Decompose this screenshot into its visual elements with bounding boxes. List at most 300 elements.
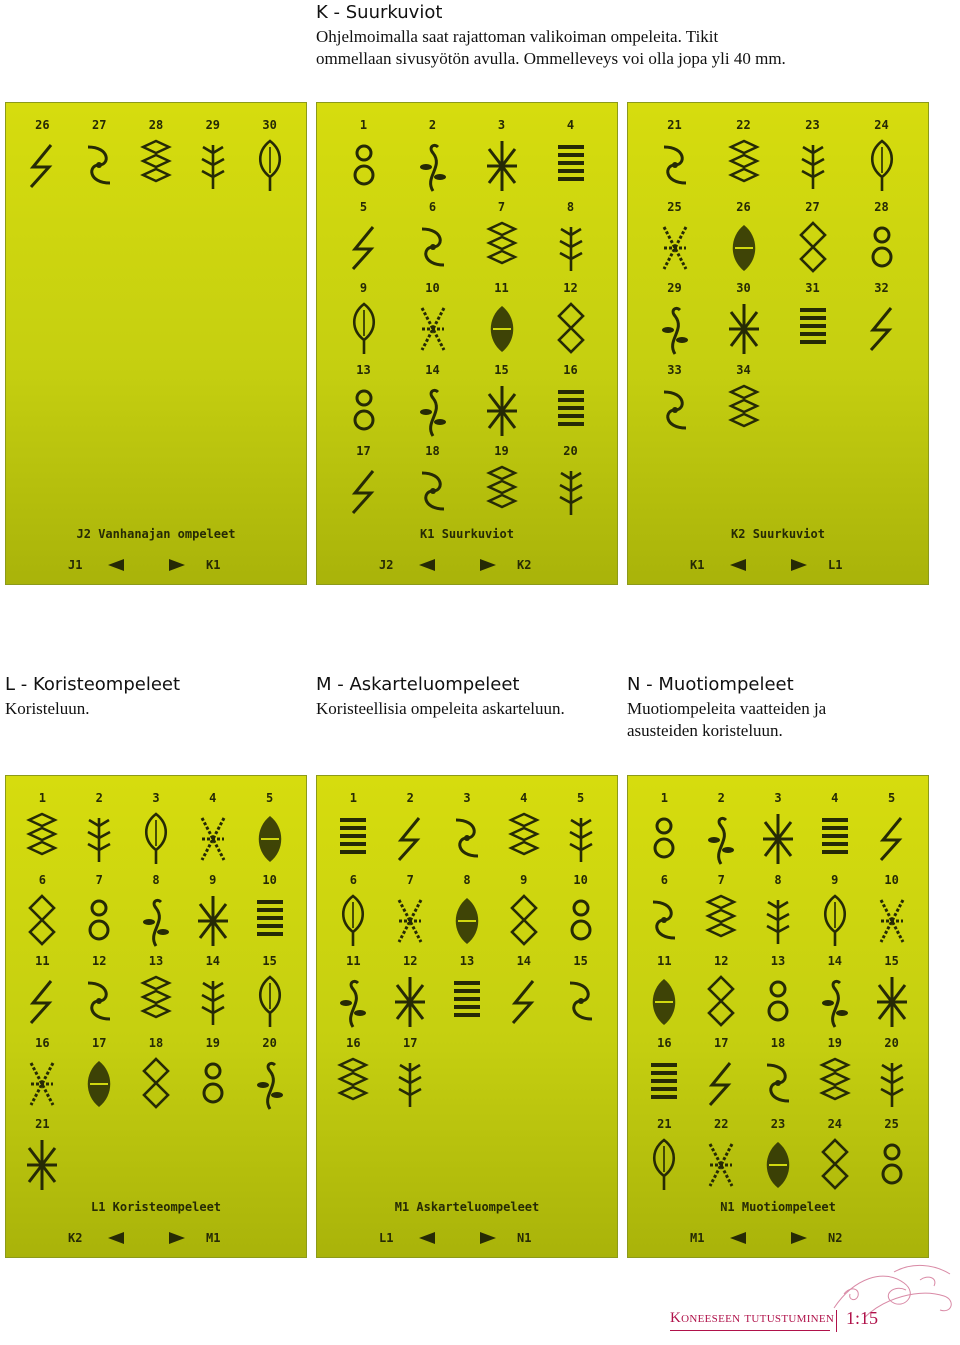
arrow-left-icon[interactable] [108, 559, 124, 571]
stitch-cell[interactable] [863, 872, 920, 954]
section-k-header [316, 2, 936, 70]
stitch-pattern-icon [80, 1055, 118, 1113]
stitch-pattern-icon [816, 1136, 854, 1194]
section-title: K - Suurkuviot [316, 2, 443, 23]
stitch-cell[interactable] [325, 872, 382, 954]
stitch-cell[interactable] [325, 790, 382, 872]
stitch-number: 28 [148, 118, 164, 132]
stitch-number: 33 [667, 362, 682, 377]
stitch-cell[interactable] [806, 953, 863, 1035]
stitch-number: 4 [831, 791, 839, 805]
stitch-cell[interactable] [778, 280, 847, 362]
menu-name: K2 Suurkuviot [731, 527, 825, 541]
stitch-cell[interactable] [329, 362, 398, 444]
stitch-number: 10 [262, 872, 277, 887]
stitch-cell[interactable] [863, 953, 920, 1035]
stitch-cell[interactable] [636, 1116, 693, 1198]
stitch-cell[interactable] [14, 953, 71, 1035]
stitch-pattern-icon [873, 810, 911, 868]
stitch-number: 19 [494, 444, 509, 458]
stitch-pattern-icon [448, 810, 486, 868]
screen-j2 [5, 102, 307, 585]
stitch-cell[interactable] [709, 362, 778, 444]
nav-bar [317, 556, 617, 574]
stitch-number: 24 [827, 1117, 843, 1131]
stitch-grid [640, 117, 916, 443]
section-title: M - Askarteluompeleet [316, 674, 520, 695]
stitch-pattern-icon [414, 300, 452, 358]
stitch-number: 11 [657, 954, 672, 968]
stitch-cell[interactable] [71, 1035, 128, 1117]
stitch-number: 18 [425, 444, 440, 458]
stitch-cell[interactable] [128, 790, 185, 872]
nav-next-label[interactable]: M1 [206, 1231, 221, 1245]
stitch-cell[interactable] [693, 953, 750, 1035]
nav-prev-label[interactable]: K1 [690, 558, 705, 572]
stitch-number: 6 [428, 199, 437, 214]
stitch-pattern-icon [656, 300, 694, 358]
stitch-pattern-icon [873, 1136, 911, 1194]
stitch-pattern-icon [23, 973, 61, 1031]
stitch-cell[interactable] [847, 117, 916, 199]
stitch-number: 1 [359, 118, 368, 132]
stitch-pattern-icon [137, 973, 175, 1031]
stitch-number: 28 [874, 199, 889, 214]
stitch-number: 14 [205, 954, 221, 968]
nav-prev-label[interactable]: L1 [379, 1231, 394, 1245]
menu-name: L1 Koristeompeleet [90, 1200, 222, 1214]
stitch-pattern-icon [194, 973, 232, 1031]
stitch-cell[interactable] [14, 790, 71, 872]
stitch-cell[interactable] [128, 1035, 185, 1117]
stitch-cell[interactable] [382, 872, 439, 954]
stitch-number: 3 [774, 791, 782, 805]
stitch-number: 8 [152, 872, 160, 887]
stitch-number: 13 [770, 954, 786, 968]
stitch-number: 8 [463, 872, 471, 887]
stitch-number: 12 [91, 954, 107, 968]
stitch-pattern-icon [23, 892, 61, 950]
nav-next-label[interactable]: K2 [517, 558, 532, 572]
stitch-pattern-icon [873, 1055, 911, 1113]
arrow-right-icon[interactable] [791, 1232, 807, 1244]
stitch-pattern-icon [23, 1136, 61, 1194]
stitch-cell[interactable] [806, 1116, 863, 1198]
nav-bar [6, 556, 306, 574]
stitch-pattern-icon [80, 810, 118, 868]
stitch-number: 6 [38, 872, 47, 887]
stitch-pattern-icon [645, 892, 683, 950]
nav-prev-label[interactable]: J1 [68, 558, 83, 572]
stitch-cell[interactable] [778, 117, 847, 199]
stitch-number: 25 [884, 1117, 899, 1131]
stitch-cell[interactable] [750, 1035, 807, 1117]
arrow-left-icon[interactable] [419, 1232, 435, 1244]
stitch-pattern-icon [194, 810, 232, 868]
stitch-pattern-icon [656, 219, 694, 277]
stitch-cell[interactable] [552, 953, 609, 1035]
stitch-cell[interactable] [325, 1035, 382, 1117]
nav-next-label[interactable]: N1 [517, 1231, 532, 1245]
stitch-cell[interactable] [693, 872, 750, 954]
stitch-cell[interactable] [536, 443, 605, 525]
arrow-left-icon[interactable] [108, 1232, 124, 1244]
stitch-number: 17 [713, 1035, 729, 1050]
stitch-cell[interactable] [184, 790, 241, 872]
arrow-right-icon[interactable] [169, 1232, 185, 1244]
stitch-pattern-icon [483, 219, 521, 277]
stitch-number: 14 [827, 954, 843, 968]
stitch-cell[interactable] [71, 790, 128, 872]
stitch-cell[interactable] [467, 443, 536, 525]
stitch-pattern-icon [873, 892, 911, 950]
arrow-right-icon[interactable] [791, 559, 807, 571]
stitch-number: 20 [262, 1035, 277, 1050]
stitch-pattern-icon [759, 973, 797, 1031]
stitch-cell[interactable] [640, 117, 709, 199]
stitch-number: 13 [356, 362, 371, 377]
stitch-number: 16 [346, 1035, 361, 1050]
stitch-cell[interactable] [439, 872, 496, 954]
stitch-number: 15 [494, 362, 509, 377]
screen-k1 [316, 102, 618, 585]
stitch-pattern-icon [759, 810, 797, 868]
stitch-pattern-icon [80, 137, 118, 195]
stitch-number: 4 [566, 118, 575, 132]
stitch-number: 3 [152, 791, 160, 805]
stitch-cell[interactable] [536, 280, 605, 362]
stitch-cell[interactable] [640, 362, 709, 444]
stitch-pattern-icon [863, 137, 901, 195]
stitch-pattern-icon [552, 137, 590, 195]
stitch-cell[interactable] [467, 362, 536, 444]
stitch-number: 29 [667, 281, 682, 295]
stitch-pattern-icon [552, 219, 590, 277]
stitch-cell[interactable] [636, 953, 693, 1035]
stitch-number: 14 [425, 362, 440, 377]
stitch-pattern-icon [23, 137, 61, 195]
menu-name: N1 Muotiompeleet [720, 1200, 836, 1214]
footer-separator [836, 1310, 837, 1332]
section-n-header [627, 674, 927, 742]
section-l-header [5, 674, 305, 720]
arrow-left-icon[interactable] [419, 559, 435, 571]
stitch-cell[interactable] [552, 872, 609, 954]
stitch-number: 9 [520, 872, 528, 887]
stitch-pattern-icon [702, 973, 740, 1031]
stitch-number: 5 [887, 791, 896, 805]
stitch-number: 1 [349, 791, 358, 805]
stitch-number: 15 [262, 954, 277, 968]
stitch-cell[interactable] [184, 117, 241, 199]
arrow-left-icon[interactable] [730, 559, 746, 571]
stitch-cell[interactable] [636, 1035, 693, 1117]
stitch-number: 13 [148, 954, 164, 968]
stitch-number: 1 [660, 791, 669, 805]
stitch-cell[interactable] [71, 117, 128, 199]
stitch-pattern-icon [345, 382, 383, 440]
arrow-right-icon[interactable] [480, 1232, 496, 1244]
stitch-cell[interactable] [709, 199, 778, 281]
stitch-grid [14, 790, 298, 1198]
page-number: 1:15 [846, 1308, 879, 1328]
stitch-number: 21 [657, 1117, 672, 1131]
stitch-number: 32 [874, 281, 889, 295]
section-title: L - Koristeompeleet [5, 674, 181, 695]
stitch-pattern-icon [448, 973, 486, 1031]
nav-next-label[interactable]: N2 [828, 1231, 843, 1245]
stitch-number: 20 [563, 444, 578, 458]
stitch-pattern-icon [562, 973, 600, 1031]
stitch-number: 2 [95, 791, 103, 805]
stitch-cell[interactable] [467, 199, 536, 281]
stitch-number: 21 [667, 118, 682, 132]
stitch-cell[interactable] [536, 117, 605, 199]
stitch-cell[interactable] [329, 280, 398, 362]
stitch-pattern-icon [873, 973, 911, 1031]
stitch-cell[interactable] [241, 872, 298, 954]
stitch-cell[interactable] [640, 199, 709, 281]
stitch-cell[interactable] [382, 790, 439, 872]
stitch-pattern-icon [552, 300, 590, 358]
stitch-number: 12 [402, 954, 418, 968]
stitch-cell[interactable] [128, 872, 185, 954]
stitch-number: 18 [770, 1035, 786, 1050]
stitch-number: 22 [713, 1117, 729, 1131]
stitch-cell[interactable] [439, 790, 496, 872]
stitch-pattern-icon [656, 382, 694, 440]
stitch-number: 15 [573, 954, 588, 968]
stitch-number: 23 [805, 118, 820, 132]
nav-prev-label[interactable]: M1 [690, 1231, 705, 1245]
stitch-cell[interactable] [640, 280, 709, 362]
stitch-cell[interactable] [184, 953, 241, 1035]
stitch-pattern-icon [702, 1136, 740, 1194]
stitch-pattern-icon [552, 382, 590, 440]
screen-m1 [316, 775, 618, 1258]
stitch-cell[interactable] [863, 790, 920, 872]
stitch-cell[interactable] [847, 199, 916, 281]
stitch-cell[interactable] [467, 280, 536, 362]
stitch-cell[interactable] [750, 1116, 807, 1198]
stitch-cell[interactable] [693, 790, 750, 872]
stitch-cell[interactable] [184, 872, 241, 954]
stitch-number: 3 [497, 118, 506, 132]
stitch-cell[interactable] [750, 790, 807, 872]
stitch-pattern-icon [702, 892, 740, 950]
stitch-pattern-icon [656, 137, 694, 195]
stitch-number: 10 [884, 872, 899, 887]
stitch-cell[interactable] [398, 362, 467, 444]
stitch-cell[interactable] [184, 1035, 241, 1117]
screen-n1 [627, 775, 929, 1258]
stitch-cell[interactable] [128, 953, 185, 1035]
stitch-cell[interactable] [750, 953, 807, 1035]
stitch-cell[interactable] [750, 872, 807, 954]
stitch-number: 9 [359, 281, 368, 295]
stitch-cell[interactable] [241, 953, 298, 1035]
stitch-pattern-icon [483, 382, 521, 440]
stitch-cell[interactable] [709, 117, 778, 199]
stitch-pattern-icon [194, 892, 232, 950]
stitch-cell[interactable] [398, 443, 467, 525]
screen-l1 [5, 775, 307, 1258]
stitch-pattern-icon [251, 892, 289, 950]
nav-next-label[interactable]: L1 [828, 558, 843, 572]
arrow-right-icon[interactable] [169, 559, 185, 571]
stitch-pattern-icon [702, 1055, 740, 1113]
stitch-number: 7 [717, 872, 725, 887]
stitch-pattern-icon [391, 892, 429, 950]
stitch-pattern-icon [137, 137, 175, 195]
stitch-pattern-icon [483, 137, 521, 195]
stitch-pattern-icon [794, 219, 832, 277]
stitch-cell[interactable] [693, 1116, 750, 1198]
stitch-pattern-icon [725, 137, 763, 195]
stitch-cell[interactable] [636, 790, 693, 872]
stitch-cell[interactable] [495, 790, 552, 872]
stitch-number: 25 [667, 199, 682, 214]
stitch-cell[interactable] [495, 872, 552, 954]
stitch-cell[interactable] [778, 199, 847, 281]
stitch-cell[interactable] [398, 117, 467, 199]
stitch-pattern-icon [794, 300, 832, 358]
stitch-number: 6 [660, 872, 669, 887]
stitch-cell[interactable] [329, 443, 398, 525]
stitch-cell[interactable] [495, 953, 552, 1035]
stitch-pattern-icon [863, 219, 901, 277]
stitch-number: 11 [35, 954, 50, 968]
section-title: N - Muotiompeleet [627, 674, 794, 695]
arrow-right-icon[interactable] [480, 559, 496, 571]
stitch-pattern-icon [23, 810, 61, 868]
stitch-pattern-icon [194, 1055, 232, 1113]
stitch-cell[interactable] [439, 953, 496, 1035]
stitch-number: 11 [494, 281, 509, 295]
stitch-number: 17 [356, 444, 371, 458]
stitch-number: 10 [573, 872, 588, 887]
stitch-number: 34 [736, 362, 751, 377]
menu-name: M1 Askarteluompeleet [394, 1200, 540, 1214]
stitch-cell[interactable] [636, 872, 693, 954]
stitch-pattern-icon [345, 463, 383, 521]
stitch-number: 27 [805, 199, 820, 214]
stitch-pattern-icon [80, 892, 118, 950]
stitch-cell[interactable] [14, 1035, 71, 1117]
stitch-number: 26 [35, 118, 50, 132]
stitch-number: 11 [346, 954, 361, 968]
stitch-pattern-icon [137, 892, 175, 950]
stitch-pattern-icon [645, 973, 683, 1031]
stitch-cell[interactable] [863, 1116, 920, 1198]
stitch-cell[interactable] [847, 280, 916, 362]
stitch-number: 5 [265, 791, 274, 805]
stitch-pattern-icon [391, 973, 429, 1031]
stitch-cell[interactable] [71, 953, 128, 1035]
stitch-cell[interactable] [329, 199, 398, 281]
stitch-number: 5 [359, 199, 368, 214]
stitch-number: 31 [805, 281, 820, 295]
stitch-cell[interactable] [552, 790, 609, 872]
stitch-grid [329, 117, 605, 525]
stitch-cell[interactable] [398, 199, 467, 281]
stitch-pattern-icon [483, 463, 521, 521]
stitch-number: 9 [209, 872, 217, 887]
nav-bar [317, 1229, 617, 1247]
stitch-cell[interactable] [71, 872, 128, 954]
stitch-cell[interactable] [241, 1035, 298, 1117]
stitch-cell[interactable] [241, 117, 298, 199]
stitch-cell[interactable] [398, 280, 467, 362]
nav-prev-label[interactable]: J2 [379, 558, 394, 572]
section-description: Muotiompeleita vaatteiden ja asusteiden koristeluun. [627, 699, 827, 740]
stitch-number: 7 [406, 872, 414, 887]
stitch-cell[interactable] [382, 953, 439, 1035]
stitch-number: 14 [516, 954, 532, 968]
stitch-cell[interactable] [806, 872, 863, 954]
stitch-pattern-icon [137, 810, 175, 868]
stitch-cell[interactable] [693, 1035, 750, 1117]
stitch-cell[interactable] [14, 1116, 71, 1198]
stitch-number: 22 [736, 118, 751, 132]
stitch-cell[interactable] [382, 1035, 439, 1117]
stitch-cell[interactable] [14, 872, 71, 954]
stitch-cell[interactable] [329, 117, 398, 199]
stitch-pattern-icon [414, 463, 452, 521]
stitch-cell[interactable] [325, 953, 382, 1035]
chapter-title: Koneeseen tutustuminen [670, 1310, 835, 1326]
stitch-cell[interactable] [536, 362, 605, 444]
stitch-cell[interactable] [806, 1035, 863, 1117]
stitch-number: 30 [262, 118, 277, 132]
nav-next-label[interactable]: K1 [206, 558, 221, 572]
stitch-cell[interactable] [806, 790, 863, 872]
stitch-number: 19 [205, 1035, 221, 1050]
stitch-number: 7 [95, 872, 103, 887]
stitch-cell[interactable] [241, 790, 298, 872]
stitch-pattern-icon [562, 892, 600, 950]
stitch-number: 23 [770, 1117, 786, 1131]
stitch-pattern-icon [759, 1055, 797, 1113]
stitch-cell[interactable] [14, 117, 71, 199]
stitch-pattern-icon [505, 973, 543, 1031]
nav-prev-label[interactable]: K2 [68, 1231, 83, 1245]
stitch-number: 19 [827, 1035, 843, 1050]
stitch-number: 24 [874, 118, 889, 132]
stitch-pattern-icon [334, 810, 372, 868]
stitch-cell[interactable] [863, 1035, 920, 1117]
stitch-number: 13 [459, 954, 475, 968]
stitch-pattern-icon [251, 810, 289, 868]
stitch-pattern-icon [483, 300, 521, 358]
stitch-cell[interactable] [128, 117, 185, 199]
stitch-pattern-icon [334, 973, 372, 1031]
stitch-pattern-icon [251, 137, 289, 195]
section-description: Koristeellisia ompeleita askarteluun. [316, 699, 565, 718]
stitch-cell[interactable] [709, 280, 778, 362]
stitch-pattern-icon [552, 463, 590, 521]
stitch-cell[interactable] [467, 117, 536, 199]
stitch-number: 7 [497, 199, 506, 214]
stitch-pattern-icon [23, 1055, 61, 1113]
stitch-number: 12 [563, 281, 578, 295]
stitch-pattern-icon [816, 1055, 854, 1113]
stitch-number: 9 [831, 872, 839, 887]
stitch-cell[interactable] [536, 199, 605, 281]
arrow-left-icon[interactable] [730, 1232, 746, 1244]
stitch-number: 15 [884, 954, 899, 968]
stitch-pattern-icon [80, 973, 118, 1031]
